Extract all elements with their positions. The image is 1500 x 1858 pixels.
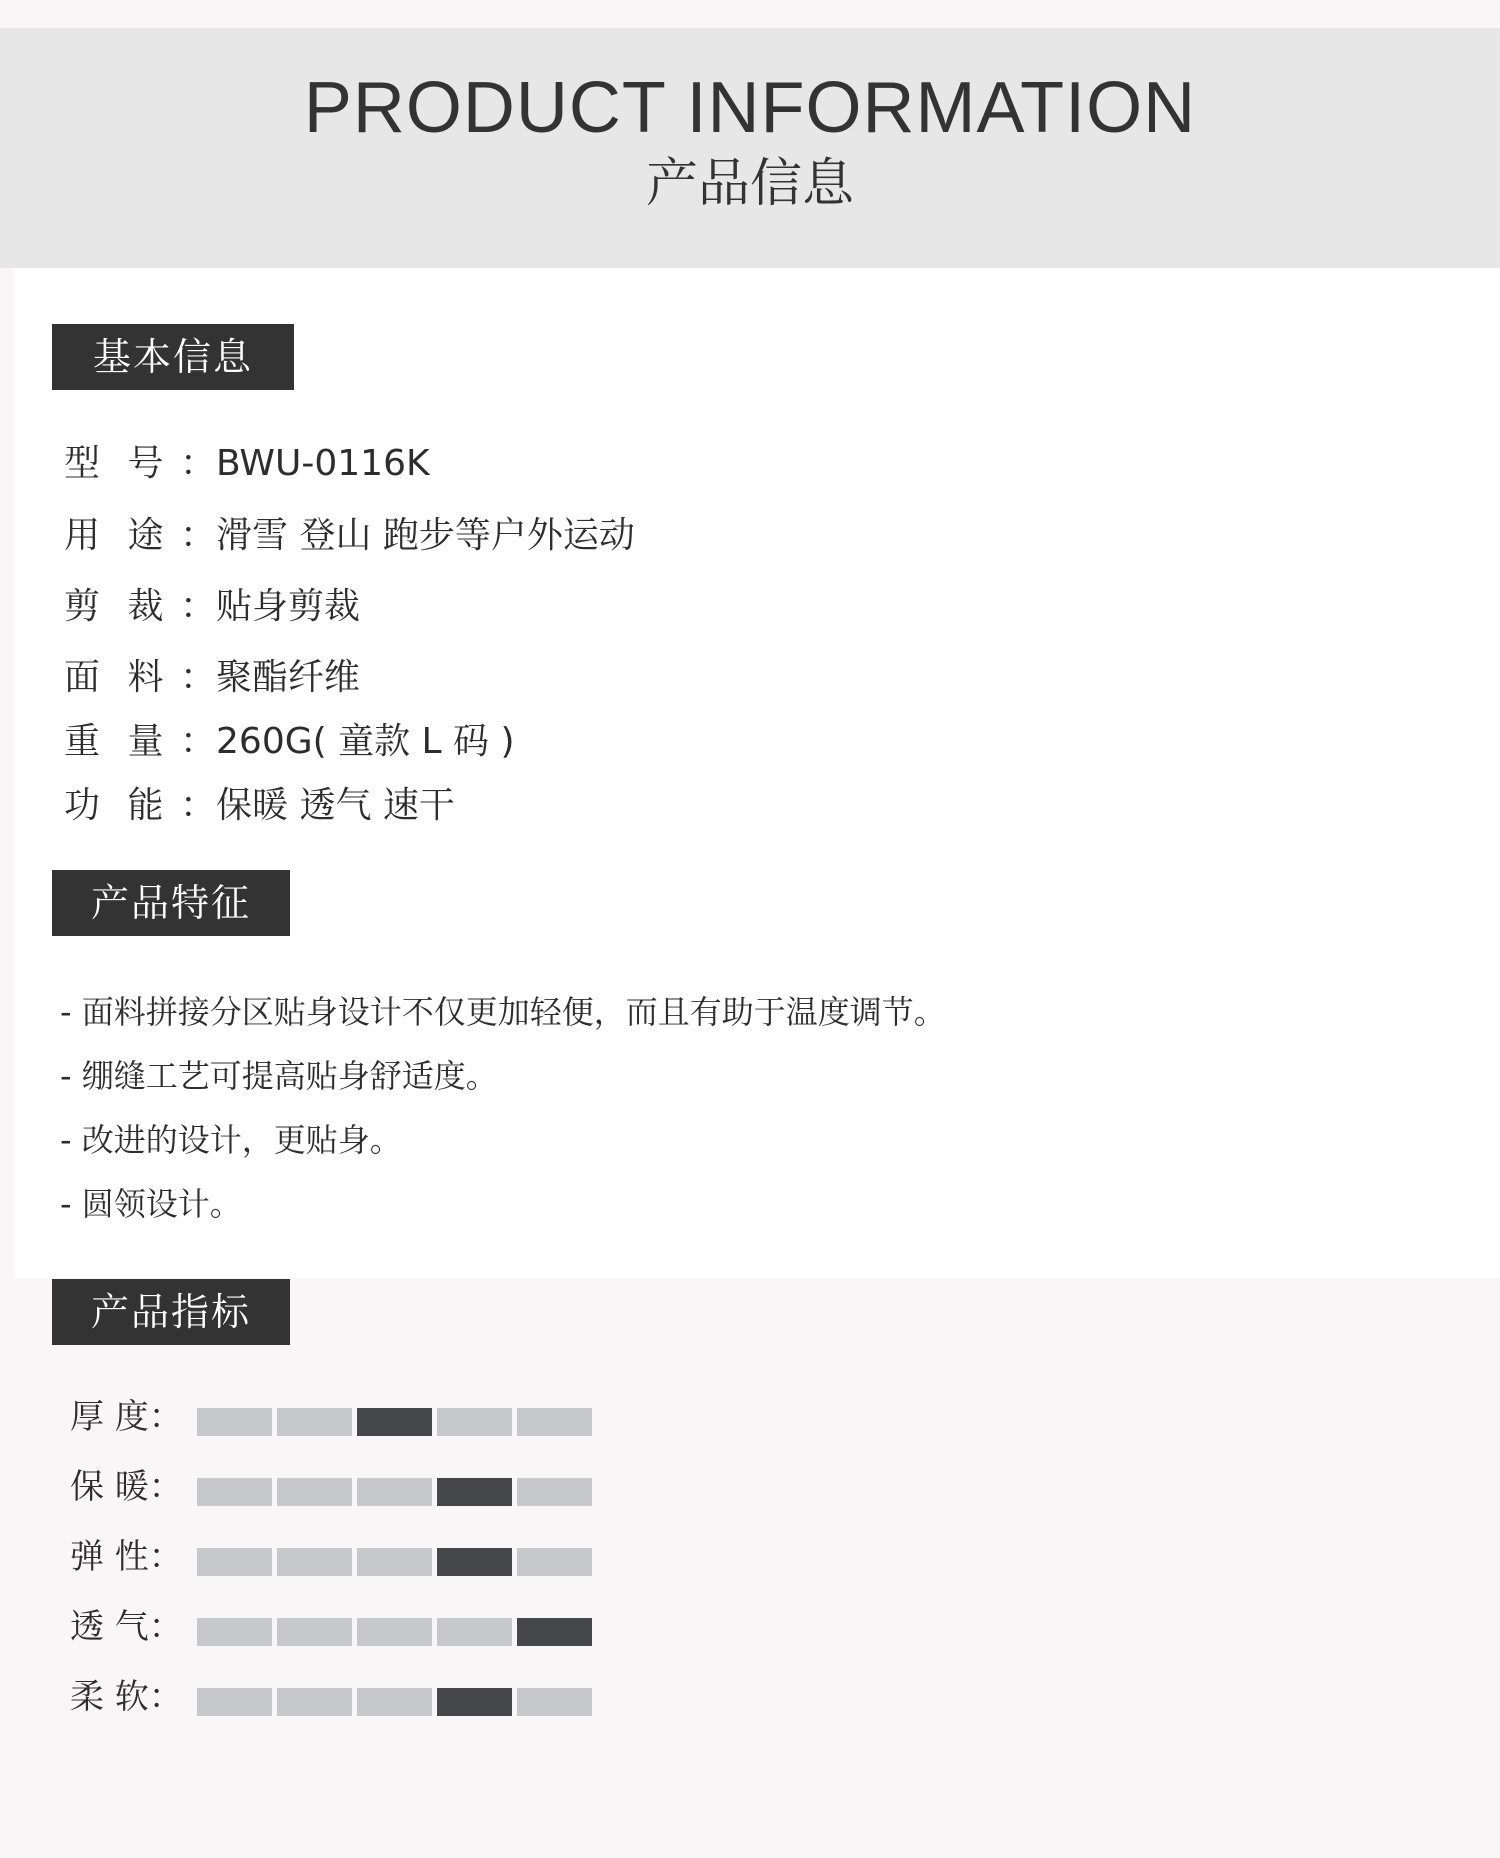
metric-level-bar <box>197 1548 597 1576</box>
info-key: 重 量 <box>64 721 172 762</box>
metric-level-segment <box>357 1478 432 1506</box>
info-row-usage <box>64 514 635 558</box>
info-row-function <box>64 784 455 828</box>
metric-label: 保 暖： <box>70 1467 183 1507</box>
metric-level-bar <box>197 1688 597 1716</box>
metric-level-segment <box>357 1688 432 1716</box>
info-value: BWU-0116K <box>216 443 430 484</box>
info-row-model <box>64 442 430 486</box>
metric-level-segment <box>197 1688 272 1716</box>
info-colon: ： <box>180 443 217 484</box>
metric-level-segment <box>277 1548 352 1576</box>
info-value: 保暖 透气 速干 <box>216 785 455 826</box>
info-row-fabric <box>64 656 360 700</box>
section-label-features: 产品特征 <box>52 870 290 936</box>
metric-level-segment <box>357 1618 432 1646</box>
feature-item: - 绷缝工艺可提高贴身舒适度。 <box>60 1057 498 1095</box>
info-value: 滑雪 登山 跑步等户外运动 <box>216 515 635 556</box>
metric-level-segment <box>517 1408 592 1436</box>
info-value: 聚酯纤维 <box>216 657 361 698</box>
info-colon: ： <box>180 785 217 826</box>
metric-level-segment <box>277 1478 352 1506</box>
metric-label: 柔 软： <box>70 1677 183 1717</box>
info-key: 用 途 <box>64 515 172 556</box>
metric-label: 弹 性： <box>70 1537 183 1577</box>
info-colon: ： <box>180 515 217 556</box>
metric-level-segment <box>197 1408 272 1436</box>
info-colon: ： <box>180 721 217 762</box>
metric-level-segment <box>197 1618 272 1646</box>
metric-level-segment <box>197 1548 272 1576</box>
info-value: 260G( 童款 L 码 ) <box>216 721 515 762</box>
metric-level-marker <box>437 1688 512 1716</box>
info-value: 贴身剪裁 <box>216 586 361 627</box>
metric-level-bar <box>197 1478 597 1506</box>
page-title-cn: 产品信息 <box>645 154 854 214</box>
feature-item: - 面料拼接分区贴身设计不仅更加轻便，而且有助于温度调节。 <box>60 993 946 1031</box>
metric-label: 厚 度： <box>70 1397 183 1437</box>
metric-level-segment <box>437 1408 512 1436</box>
info-colon: ： <box>180 657 217 698</box>
metric-level-segment <box>437 1618 512 1646</box>
metric-level-segment <box>277 1618 352 1646</box>
metric-level-segment <box>357 1548 432 1576</box>
feature-item: - 改进的设计，更贴身。 <box>60 1121 402 1159</box>
metric-level-marker <box>517 1618 592 1646</box>
metric-level-bar <box>197 1408 597 1436</box>
feature-item: - 圆领设计。 <box>60 1185 242 1223</box>
metric-level-bar <box>197 1618 597 1646</box>
info-key: 型 号 <box>64 443 172 484</box>
metric-level-segment <box>517 1688 592 1716</box>
metric-level-segment <box>277 1408 352 1436</box>
info-row-cut <box>64 585 360 629</box>
header-band <box>0 28 1500 268</box>
info-key: 功 能 <box>64 785 172 826</box>
metric-level-segment <box>277 1688 352 1716</box>
metric-level-marker <box>437 1478 512 1506</box>
metric-level-segment <box>197 1478 272 1506</box>
metric-level-marker <box>357 1408 432 1436</box>
section-label-metrics: 产品指标 <box>52 1279 290 1345</box>
info-colon: ： <box>180 586 217 627</box>
metric-level-segment <box>517 1478 592 1506</box>
info-key: 面 料 <box>64 657 172 698</box>
top-strip <box>0 0 1500 28</box>
metric-label: 透 气： <box>70 1607 183 1647</box>
info-row-weight <box>64 720 515 764</box>
metric-level-marker <box>437 1548 512 1576</box>
info-key: 剪 裁 <box>64 586 172 627</box>
metric-level-segment <box>517 1548 592 1576</box>
page-title-en: PRODUCT INFORMATION <box>303 68 1197 148</box>
section-label-basic-info: 基本信息 <box>52 324 294 390</box>
